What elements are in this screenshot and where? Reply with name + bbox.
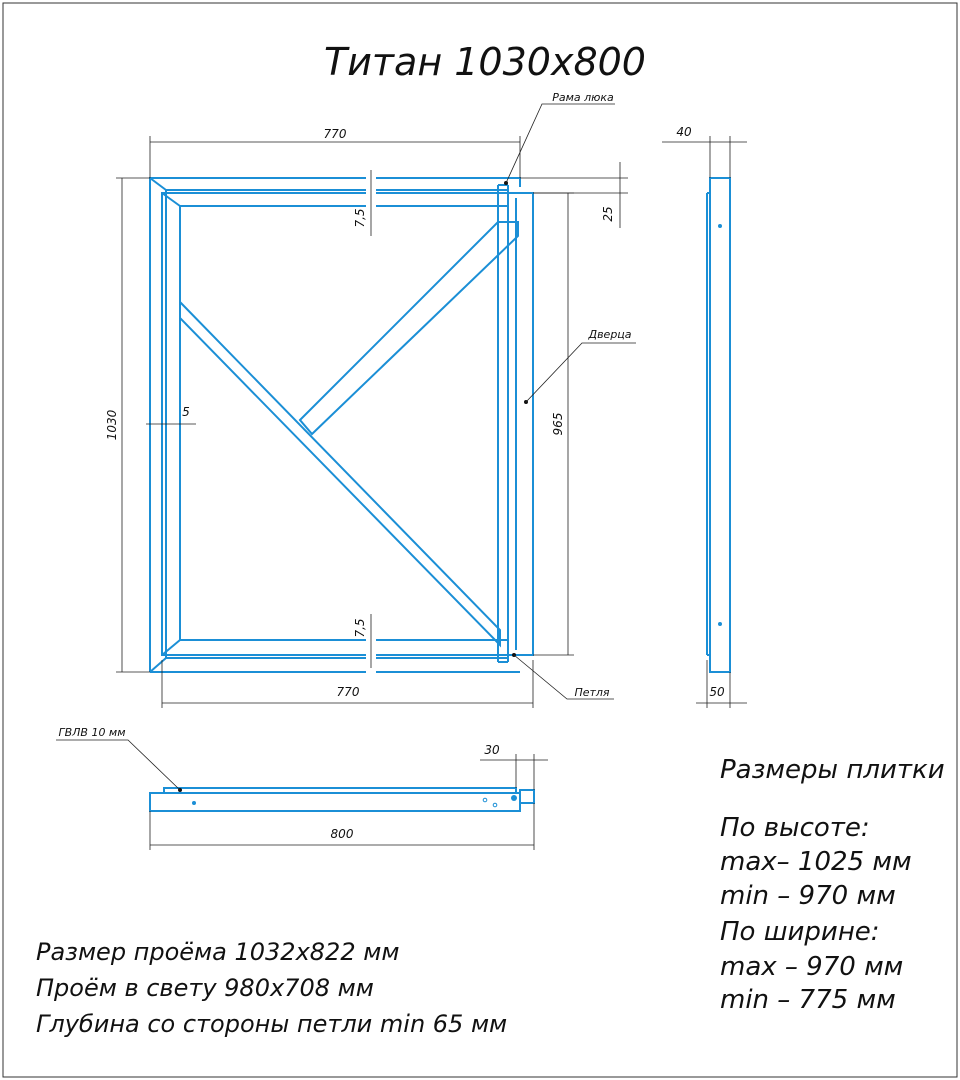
dim-gap-top: 7,5 [353, 208, 367, 228]
tile-line: min – 775 мм [720, 985, 896, 1015]
tile-line: max – 970 мм [720, 952, 904, 982]
dim-side-gap: 5 [182, 405, 190, 419]
tile-line: По высоте: [720, 813, 870, 843]
plan-view [56, 726, 548, 850]
dim-offset-top: 25 [601, 206, 615, 222]
tile-line: max– 1025 мм [720, 847, 912, 877]
callout-board: ГВЛВ 10 мм [58, 726, 126, 739]
callout-door: Дверца [588, 328, 632, 341]
note-line: Проём в свету 980х708 мм [36, 974, 374, 1002]
tile-line: min – 970 мм [720, 881, 896, 911]
tile-heading: Размеры плитки [720, 755, 945, 785]
note-line: Размер проёма 1032х822 мм [36, 938, 400, 966]
callout-frame: Рама люка [552, 91, 614, 104]
dim-plan-depth: 30 [484, 743, 500, 757]
note-line: Глубина со стороны петли min 65 мм [36, 1010, 508, 1038]
dim-height: 1030 [105, 409, 119, 441]
dim-plan-width: 800 [330, 827, 354, 841]
opening-notes [36, 938, 507, 1038]
drawing-title: Титан 1030х800 [324, 40, 646, 84]
callout-hinge: Петля [574, 686, 610, 699]
dim-bottom-width: 770 [336, 685, 360, 699]
front-view [105, 91, 636, 708]
dim-side-depth-bottom: 50 [709, 685, 725, 699]
tile-line: По ширине: [720, 917, 880, 947]
door-leaf [162, 185, 533, 662]
side-view [662, 125, 747, 708]
dim-gap-bottom: 7,5 [353, 618, 367, 638]
dim-door-height: 965 [551, 412, 565, 436]
hatch-frame [150, 178, 520, 672]
dim-side-depth-top: 40 [676, 125, 692, 139]
tile-size-notes [720, 755, 945, 1015]
dim-top-width: 770 [323, 127, 347, 141]
sheet-border [3, 3, 957, 1077]
